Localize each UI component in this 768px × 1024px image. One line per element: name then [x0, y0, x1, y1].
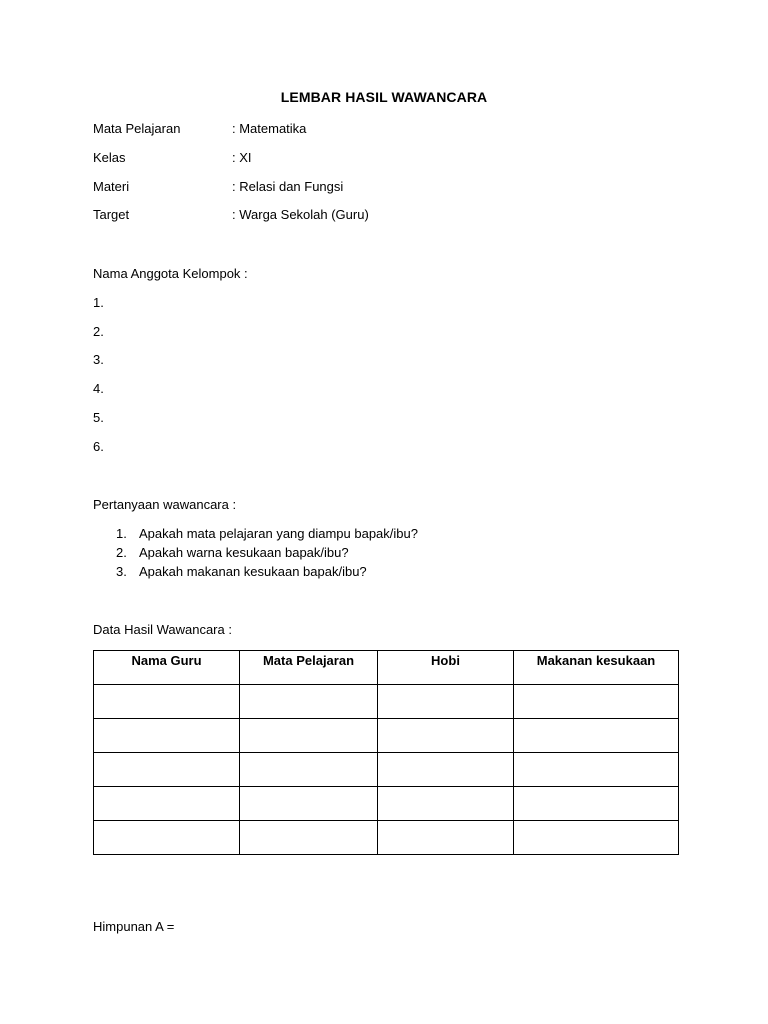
- table-cell: [240, 787, 378, 821]
- question-number: 3.: [116, 564, 127, 579]
- info-label: Kelas: [93, 150, 126, 165]
- question-text: Apakah mata pelajaran yang diampu bapak/ibu?: [139, 526, 418, 541]
- set-a-label: Himpunan A =: [93, 919, 175, 934]
- table-row: [94, 787, 679, 821]
- document-title: LEMBAR HASIL WAWANCARA: [280, 89, 488, 105]
- table-cell: [378, 787, 514, 821]
- table-header-row: [94, 651, 679, 685]
- data-heading: Data Hasil Wawancara :: [93, 622, 232, 637]
- table-cell: [378, 719, 514, 753]
- column-header-favorite-food: Makanan kesukaan: [514, 651, 679, 685]
- questions-heading: Pertanyaan wawancara :: [93, 497, 237, 512]
- interview-results-table: [93, 650, 679, 855]
- members-heading: Nama Anggota Kelompok :: [93, 266, 248, 281]
- table-row: [94, 821, 679, 855]
- table-cell: [240, 753, 378, 787]
- table-cell: [378, 685, 514, 719]
- table-cell: [94, 753, 240, 787]
- table-cell: [514, 787, 679, 821]
- table-cell: [240, 685, 378, 719]
- member-line-5: 5.: [93, 410, 104, 425]
- table-row: [94, 753, 679, 787]
- table-cell: [378, 821, 514, 855]
- table-cell: [514, 753, 679, 787]
- member-line-3: 3.: [93, 352, 104, 367]
- table-cell: [378, 753, 514, 787]
- question-text: Apakah makanan kesukaan bapak/ibu?: [139, 564, 367, 579]
- table-cell: [94, 787, 240, 821]
- member-line-2: 2.: [93, 324, 104, 339]
- info-row-class: [93, 149, 593, 167]
- info-value: : XI: [232, 150, 252, 165]
- info-value: : Warga Sekolah (Guru): [232, 207, 369, 222]
- member-line-1: 1.: [93, 295, 104, 310]
- table-cell: [94, 821, 240, 855]
- info-label: Materi: [93, 179, 130, 194]
- info-row-material: [93, 178, 593, 196]
- member-line-6: 6.: [93, 439, 104, 454]
- info-label: Target: [93, 207, 130, 222]
- table-cell: [514, 719, 679, 753]
- info-value: : Matematika: [232, 121, 307, 136]
- table-cell: [514, 821, 679, 855]
- column-header-subject: Mata Pelajaran: [240, 651, 378, 685]
- table-cell: [514, 685, 679, 719]
- table-row: [94, 685, 679, 719]
- info-value: : Relasi dan Fungsi: [232, 179, 344, 194]
- info-label: Mata Pelajaran: [93, 121, 181, 136]
- info-row-subject: [93, 120, 593, 138]
- table-cell: [94, 719, 240, 753]
- table-cell: [94, 685, 240, 719]
- table-cell: [240, 821, 378, 855]
- table-cell: [240, 719, 378, 753]
- info-row-target: [93, 206, 593, 224]
- question-number: 1.: [116, 526, 127, 541]
- table-row: [94, 719, 679, 753]
- member-line-4: 4.: [93, 381, 104, 396]
- column-header-teacher-name: Nama Guru: [94, 651, 240, 685]
- question-number: 2.: [116, 545, 127, 560]
- question-text: Apakah warna kesukaan bapak/ibu?: [139, 545, 349, 560]
- column-header-hobby: Hobi: [378, 651, 514, 685]
